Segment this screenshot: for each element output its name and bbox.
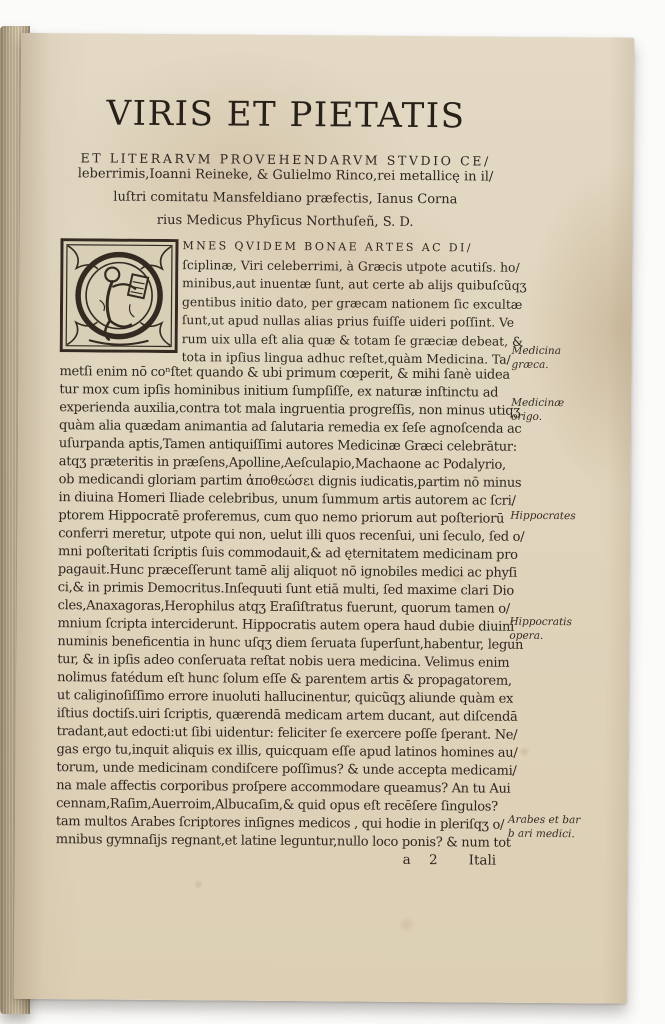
catchword: Itali	[468, 852, 497, 869]
text-line: ut caliginoſiſſimo errore inuoluti hallucinentur, quicũqʒ aliunde quàm ex	[56, 688, 514, 707]
body-text-column	[55, 363, 525, 853]
text-line: cennam,Raſim,Auerroim,Albucaſim,& quid opus eſt recēſere ſingulos?	[56, 796, 498, 815]
woodcut-initial-O	[60, 238, 179, 353]
margin-note: Medicina græca.	[511, 344, 562, 371]
text-line: nolimus fatédum eſt hunc ſolum eſſe & parentem artis & propagatorem,	[57, 670, 512, 689]
text-line: MNES QVIDEM BONAE ARTES AC DI/	[182, 239, 473, 255]
text-line: na male affectis corporibus proſpere accommodare queamus? An tu Aui	[56, 778, 511, 797]
text-line: mnium ſcripta interciderunt. Hippocratis autem opera haud dubie diuini	[57, 616, 515, 635]
text-line: gentibus initio dato, per græcam nationem ſic excultæ	[181, 294, 523, 312]
text-line: tota in ipſius lingua adhuc reſtet,quàm Medicina. Ta/	[181, 350, 511, 367]
text-line: numinis beneficentia in hunc uſqʒ diem ſeruata ſuperſunt,habentur, legun	[57, 634, 524, 653]
text-line: gas ergo tu,inquit aliquis ex illis, quicquam eſſe apud latinos homines au/	[56, 742, 518, 761]
text-line: tur mox cum ipſis hominibus initium ſumpſiſſe, ex naturæ inſtinctu ad	[59, 382, 499, 401]
page-title-text: VIRIS ET PIETATIS	[106, 93, 466, 137]
text-line: pagauit.Hunc præceſſerunt tamē alij aliquot nō ignobiles medici ac phyſi	[57, 562, 517, 581]
text-line: quàm alia quædam animantia ad ſalutaria remedia ex ſeſe agnoſcenda ac	[59, 418, 522, 437]
text-line: ſciplinæ, Viri celeberrimi, à Græcis utpote acutiſs. ho/	[182, 257, 520, 275]
margin-notes	[507, 37, 607, 1004]
text-line: iſtius doctiſs.uiri ſcriptis, quærendā medicam artem ducant, aut diſcendā	[56, 706, 518, 725]
page-title	[61, 93, 510, 137]
text-line: torum, unde medicinam condiſcere poſſimus? & unde accepta medicami/	[56, 760, 517, 779]
text-line: ptorem Hippocratē proferemus, cum quo nemo priorum aut poſteriorū	[58, 508, 505, 527]
text-line: experienda auxilia,contra tot mala ingruentia progreſſis, non minus utiqʒ	[59, 400, 521, 419]
text-line: mnibus gymnaſijs regnant,et latine leguntur,nullo loco ponis? & num tot	[55, 832, 511, 851]
text-line: minibus,aut inuentæ ſunt, aut certe ab alijs quibuſcũqʒ	[182, 276, 527, 293]
text-line: tam multos Arabes ſcriptores inſignes medicos , qui hodie in pleriſqʒ o/	[55, 814, 505, 833]
body-text-beside-initial	[181, 237, 527, 369]
text-line: tur, & in ipſis adeo conſeruata reſtat nobis uera medicina. Velimus enim	[57, 652, 510, 671]
text-line: metſi enim nō coⁿſtet quando & ubi primum cœperit, & mihi ſanè uidea	[59, 364, 510, 383]
margin-note: Medicinæ origo.	[511, 396, 565, 423]
text-line: ci,& in primis Democritus.Inſequuti ſunt etiā multi, ſed maxime clari Dio	[57, 580, 514, 599]
text-line: ob medicandi gloriam partim ἀποθεώσει dignis iudicatis,partim nō minus	[58, 472, 522, 491]
text-line: atqʒ præteritis in præſens,Apolline,Aeſculapio,Machaone ac Podalyrio,	[58, 454, 506, 473]
text-line: conferri meretur, utpote qui non, uelut illi quos recenſui, uni ſeculo, ſed o/	[58, 526, 525, 545]
text-line: mni poſteritati ſcriptis ſuis commodauit,& ad ęternitatem medicinam pro	[58, 544, 518, 563]
text-line: in diuina Homeri Iliade celebribus, unum ſummum artis autorem ac ſcri/	[58, 490, 516, 509]
dedication-heading-line-2: leberrimis,Ioanni Reineke, & Gulielmo Rinco,rei metallicę in il/	[77, 166, 494, 185]
dedication-heading-line-3: luſtri comitatu Mansfeldiano præfectis, Ianus Corna	[113, 189, 458, 208]
dedication-heading-line-1: ET LITERARVM PROVEHENDARVM STVDIO CE/	[80, 150, 491, 169]
book-page	[14, 33, 635, 1004]
text-line: rum uix ulla eſt alia quæ & totam ſe græciæ debeat, &	[181, 331, 523, 349]
dedication-heading-line-4: rius Medicus Phyſicus Northuſeñ, S. D.	[156, 212, 414, 230]
text-line: uſurpanda aptis,Tamen antiquiſſimi autores Medicinæ Græci celebrātur:	[58, 436, 517, 455]
text-line: cles,Anaxagoras,Herophilus atqʒ Eraſiſtratus fuerunt, quorum tamen o/	[57, 598, 510, 617]
text-line: tradant,aut edocti:ut ſibi uidentur: feliciter ſe exercere poſſe ſperant. Ne/	[56, 724, 518, 743]
margin-note: Hippocrates	[510, 509, 576, 523]
margin-note: Hippocratis opera.	[509, 615, 572, 642]
text-line: ſunt,ut apud nullas alias prius fuiſſe uideri poſſint. Ve	[181, 313, 515, 330]
signature-mark: a 2	[402, 851, 445, 869]
margin-note: Arabes et bar b ari medici.	[507, 813, 581, 840]
